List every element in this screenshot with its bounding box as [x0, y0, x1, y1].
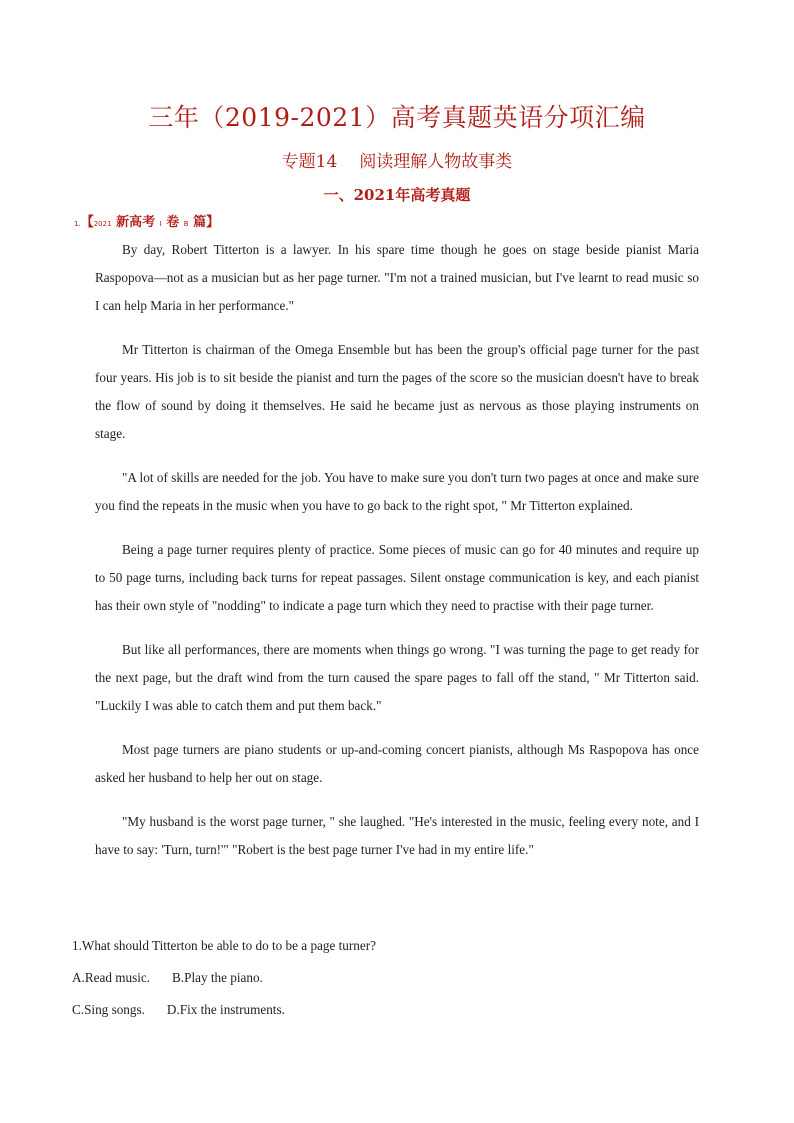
- passage-paragraph: Mr Titterton is chairman of the Omega Ensemble but has been the group's official page turner for the past four years. His job is to sit beside the pianist and turn the pages of the score so the musician doesn't have to break the flow of sound by doing it themselves. He said he became just as nervous as those playing instruments on stage.: [95, 342, 699, 441]
- source-part: B: [183, 220, 189, 228]
- reading-passage: [95, 236, 699, 880]
- option-c: C.Sing songs.: [72, 1002, 145, 1017]
- option-d: D.Fix the instruments.: [166, 1002, 285, 1017]
- source-exam-volume: 卷: [166, 215, 180, 230]
- source-exam-passage: 篇: [193, 215, 207, 230]
- source-number: 1.: [74, 220, 81, 228]
- source-exam: 新高考: [116, 215, 156, 230]
- passage-paragraph: Most page turners are piano students or up-and-coming concert pianists, although Ms Raspopova has once asked her husband to help her out on stage.: [95, 742, 699, 785]
- section-heading: 一、2021年高考真题: [323, 186, 471, 204]
- topic-name: 阅读理解人物故事类: [359, 152, 513, 172]
- option-b: B.Play the piano.: [172, 970, 263, 985]
- topic-number: 专题14: [281, 152, 338, 172]
- option-row: [72, 998, 712, 1022]
- topic-subtitle: [0, 147, 794, 172]
- source-year: 2021: [93, 220, 112, 228]
- source-bracket-close: 】: [206, 215, 220, 230]
- option-a: A.Read music.: [72, 970, 151, 985]
- option-row: [72, 966, 712, 990]
- question-block: [72, 934, 712, 1030]
- passage-paragraph: But like all performances, there are moments when things go wrong. "I was turning the page to get ready for the next page, but the draft wind from the turn caused the spare pages to fall off the stand, " Mr Titterton said. "Luckily I was able to catch them and put them back.": [95, 642, 699, 713]
- passage-paragraph: Being a page turner requires plenty of practice. Some pieces of music can go for 40 minutes and require up to 50 page turns, including back turns for repeat passages. Silent onstage communication is key, and each pianist has their own style of "nodding" to indicate a page turn which they need to practise with their page turner.: [95, 542, 699, 613]
- passage-paragraph: By day, Robert Titterton is a lawyer. In his spare time though he goes on stage beside pianist Maria Raspopova—not as a musician but as her page turner. "I'm not a trained musician, but I've learnt to read music so I can help Maria in her performance.": [95, 242, 699, 313]
- passage-paragraph: "A lot of skills are needed for the job. You have to make sure you don't turn two pages at once and make sure you find the repeats in the music when you have to go back to the right spot, " Mr Titterton explained.: [95, 470, 699, 513]
- source-bracket-open: 【: [80, 215, 94, 230]
- question-stem: 1.What should Titterton be able to do to be a page turner?: [72, 938, 376, 953]
- passage-paragraph: "My husband is the worst page turner, " she laughed. "He's interested in the music, feeling every note, and I have to say: 'Turn, turn!'" "Robert is the best page turner I've had in my entire life.": [95, 814, 699, 857]
- document-title: 三年（2019-2021）高考真题英语分项汇编: [148, 103, 646, 132]
- source-label: [74, 211, 219, 230]
- source-roman: I: [159, 220, 162, 228]
